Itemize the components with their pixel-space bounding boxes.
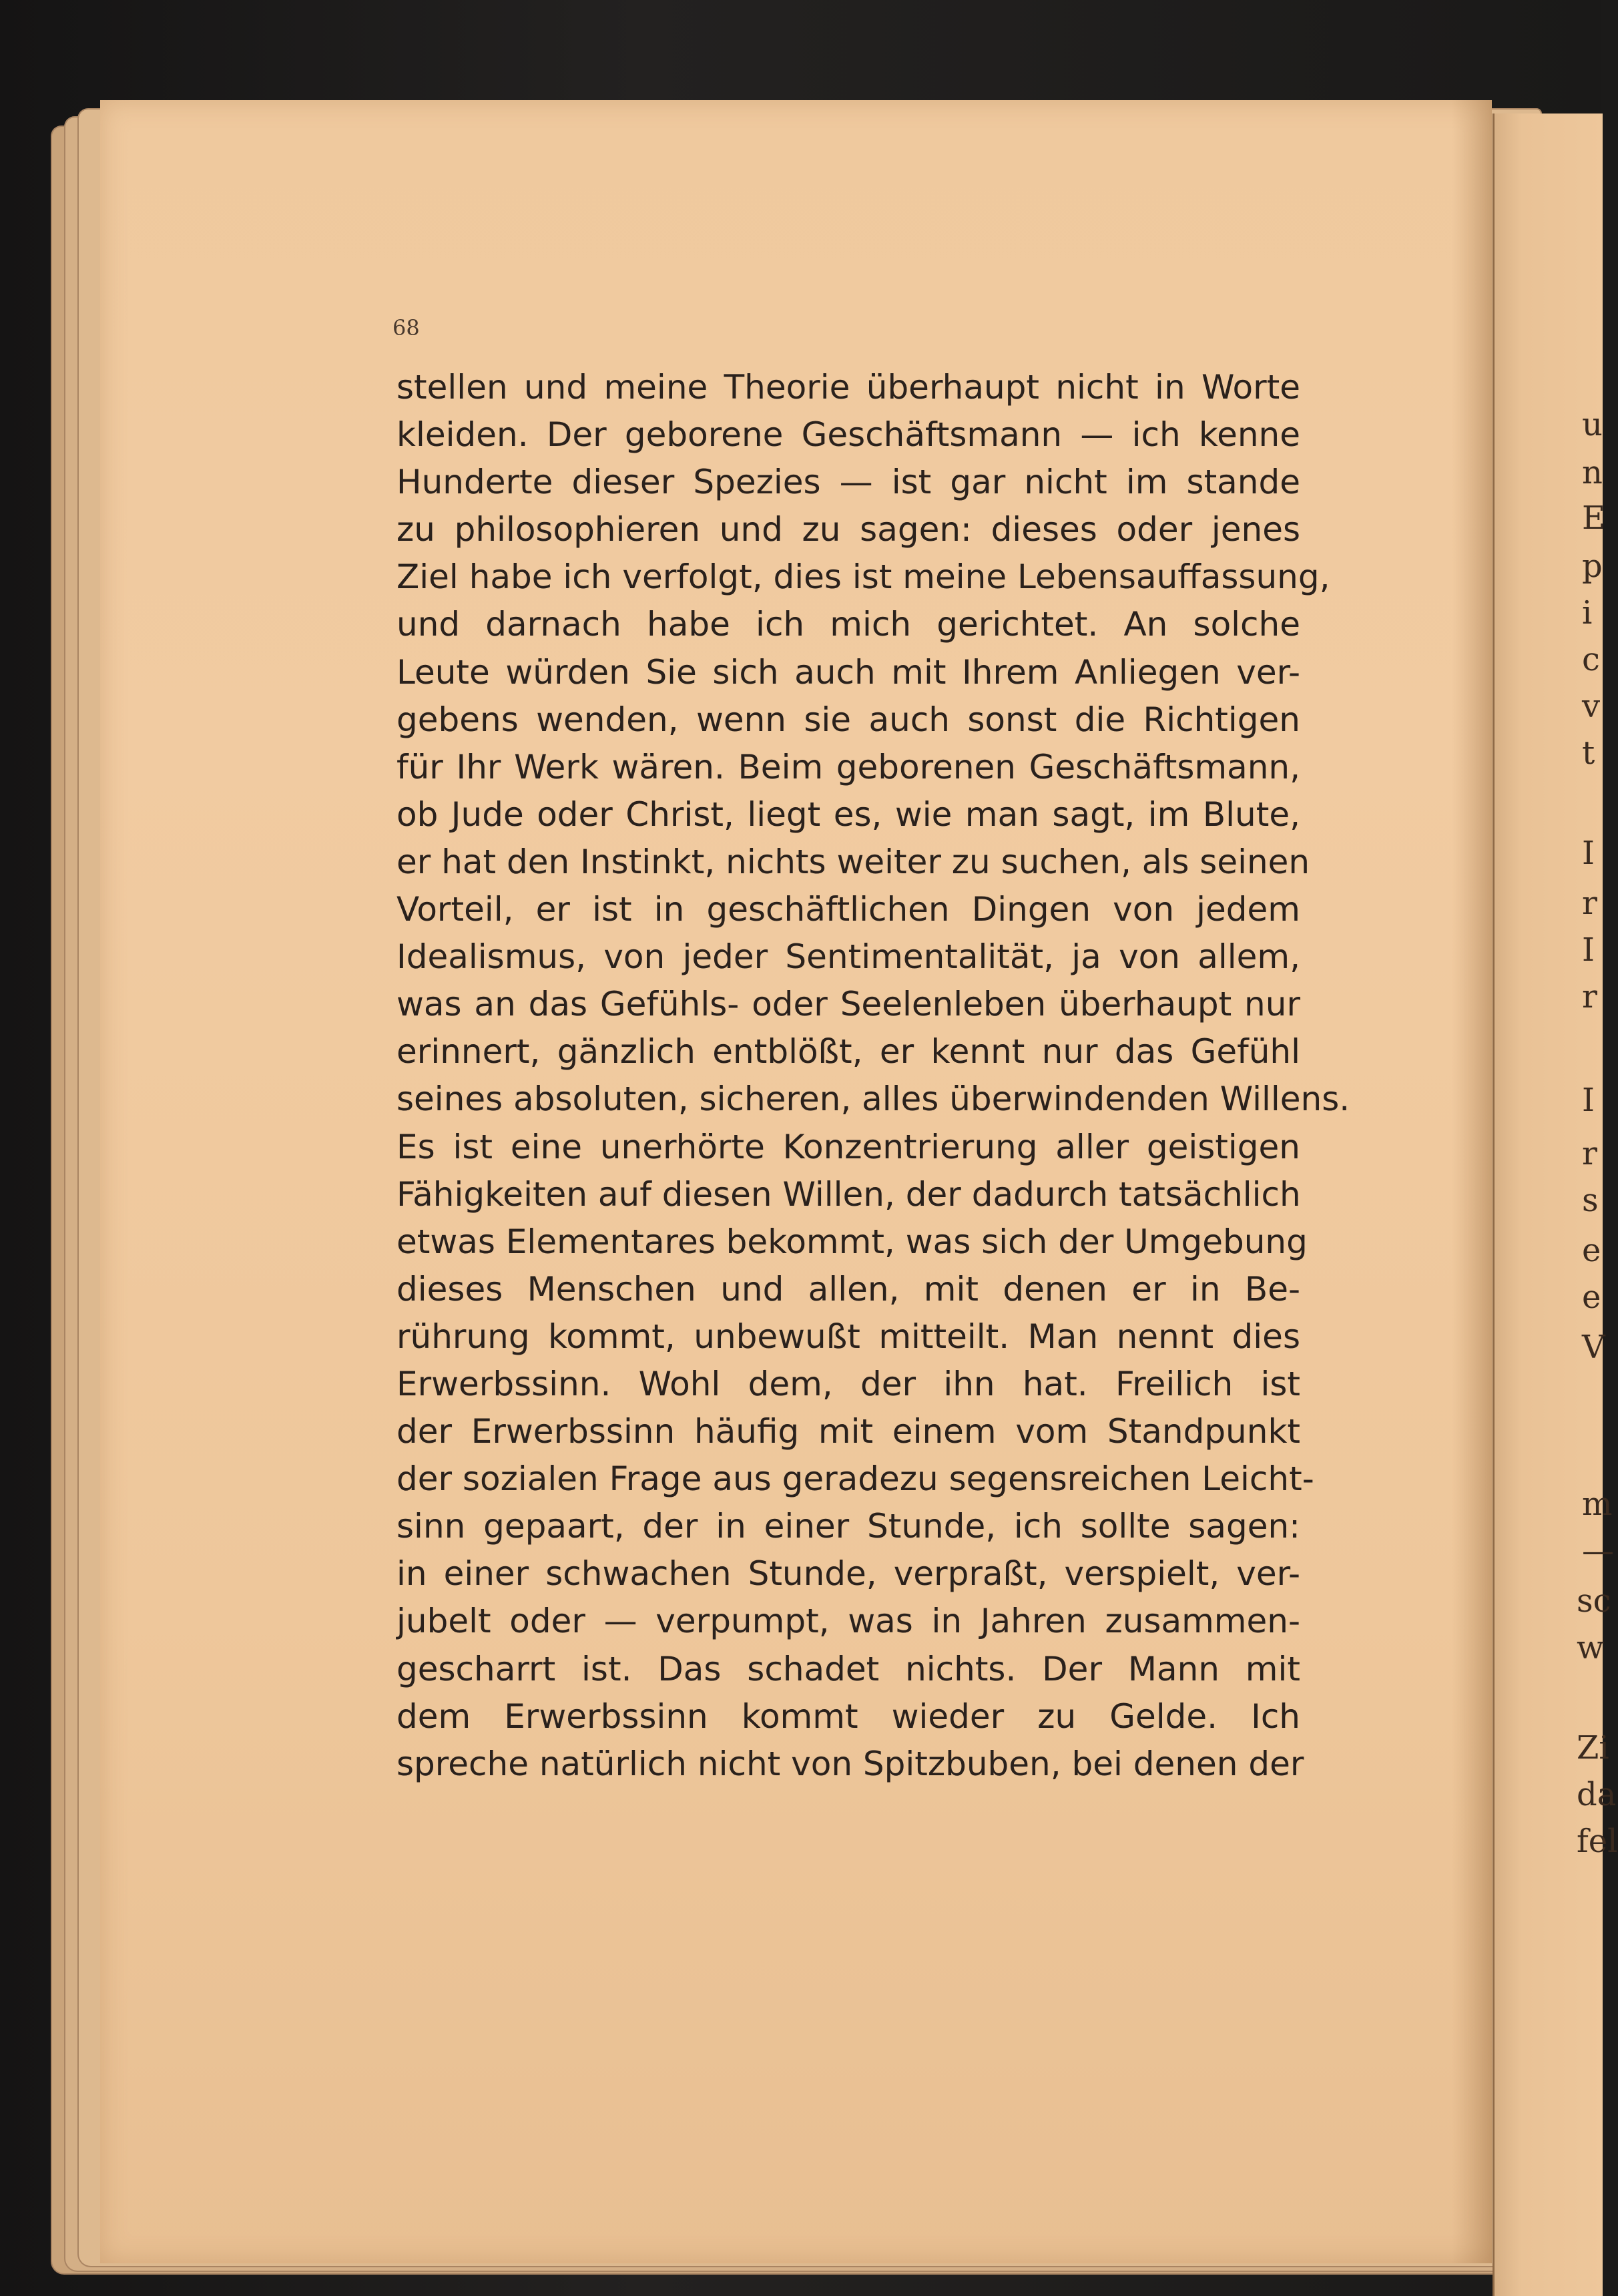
text-line: Fähigkeiten auf diesen Willen, der dadurch tatsächlich [396,1174,1301,1214]
facing-page-fragment: s [1582,1182,1599,1219]
text-line: Vorteil, er ist in geschäftlichen Dingen von jedem [396,890,1300,929]
facing-page-fragment: I [1582,835,1595,872]
text-line: der Erwerbssinn häufig mit einem vom Standpunkt [396,1412,1300,1451]
text-line: dieses Menschen und allen, mit denen er in Be- [396,1269,1300,1309]
text-line: gebens wenden, wenn sie auch sonst die Richtigen [396,700,1300,739]
facing-page-fragment: n [1582,454,1603,491]
text-line: der sozialen Frage aus geradezu segensreichen Leicht- [396,1459,1314,1499]
text-line: sinn gepaart, der in einer Stunde, ich sollte sagen: [396,1507,1300,1546]
text-line: Leute würden Sie sich auch mit Ihrem Anliegen ver- [396,652,1300,692]
page-body-text [396,364,1350,1788]
facing-page-fragment: r [1582,1135,1597,1172]
text-line: was an das Gefühls- oder Seelenleben überhaupt nur [396,985,1300,1024]
facing-page-fragment: r [1582,978,1597,1015]
text-line: ob Jude oder Christ, liegt es, wie man sagt, im Blute, [396,794,1300,834]
text-line: spreche natürlich nicht von Spitzbuben, bei denen der [396,1744,1304,1783]
facing-page-fragment: m [1582,1485,1613,1523]
facing-page-fragment: V [1582,1329,1605,1366]
text-line: jubelt oder — verpumpt, was in Jahren zusammen- [396,1602,1300,1641]
text-line: für Ihr Werk wären. Beim geborenen Geschäftsmann, [396,747,1300,786]
page-number: 68 [392,315,420,340]
text-line: Es ist eine unerhörte Konzentrierung aller geistigen [396,1127,1300,1166]
text-line: zu philosophieren und zu sagen: dieses oder jenes [396,510,1300,549]
facing-page-fragment: v [1582,688,1601,725]
facing-page-fragment: r [1582,885,1597,922]
text-line: stellen und meine Theorie überhaupt nicht in Worte [396,368,1300,407]
text-line: in einer schwachen Stunde, verpraßt, verspielt, ver- [396,1554,1300,1594]
text-line: Erwerbssinn. Wohl dem, der ihn hat. Freilich ist [396,1364,1300,1403]
facing-page-fragment: Zi [1577,1729,1609,1767]
text-line: und darnach habe ich mich gerichtet. An solche [396,605,1300,644]
facing-page-fragment: c [1582,641,1600,678]
text-line: dem Erwerbssinn kommt wieder zu Gelde. Ich [396,1696,1300,1736]
facing-page-fragment: e [1582,1232,1601,1269]
text-line: gescharrt ist. Das schadet nichts. Der Mann mit [396,1649,1300,1688]
facing-page-fragment: u [1582,406,1603,443]
facing-page-fragment: — [1582,1532,1614,1570]
facing-page-fragment: e [1582,1279,1601,1316]
text-line: rührung kommt, unbewußt mitteilt. Man nennt dies [396,1317,1300,1356]
text-line: kleiden. Der geborene Geschäftsmann — ich kenne [396,415,1300,455]
facing-page-fragment: i [1582,594,1593,632]
text-line: seines absoluten, sicheren, alles überwindenden Willens. [396,1080,1350,1119]
text-line: Ziel habe ich verfolgt, dies ist meine Lebensauffassung, [396,557,1330,597]
text-line: etwas Elementares bekommt, was sich der Umgebung [396,1222,1308,1261]
text-line: erinnert, gänzlich entblößt, er kennt nur das Gefühl [396,1032,1300,1072]
facing-page-fragment: I [1582,931,1595,969]
facing-page-fragment: fel [1577,1823,1618,1860]
text-line: Hunderte dieser Spezies — ist gar nicht im stande [396,463,1300,502]
facing-page-fragment: E [1582,499,1606,537]
text-line: er hat den Instinkt, nichts weiter zu suchen, als seinen [396,842,1310,881]
facing-page-fragment: p [1582,547,1603,585]
facing-page-fragment: w [1577,1629,1605,1666]
facing-page-fragment: da [1577,1776,1617,1813]
facing-page-fragment: sc [1577,1582,1611,1620]
text-line: Idealismus, von jeder Sentimentalität, ja von allem, [396,937,1300,977]
facing-page-fragment: I [1582,1082,1595,1119]
facing-page-fragment: t [1582,734,1595,772]
